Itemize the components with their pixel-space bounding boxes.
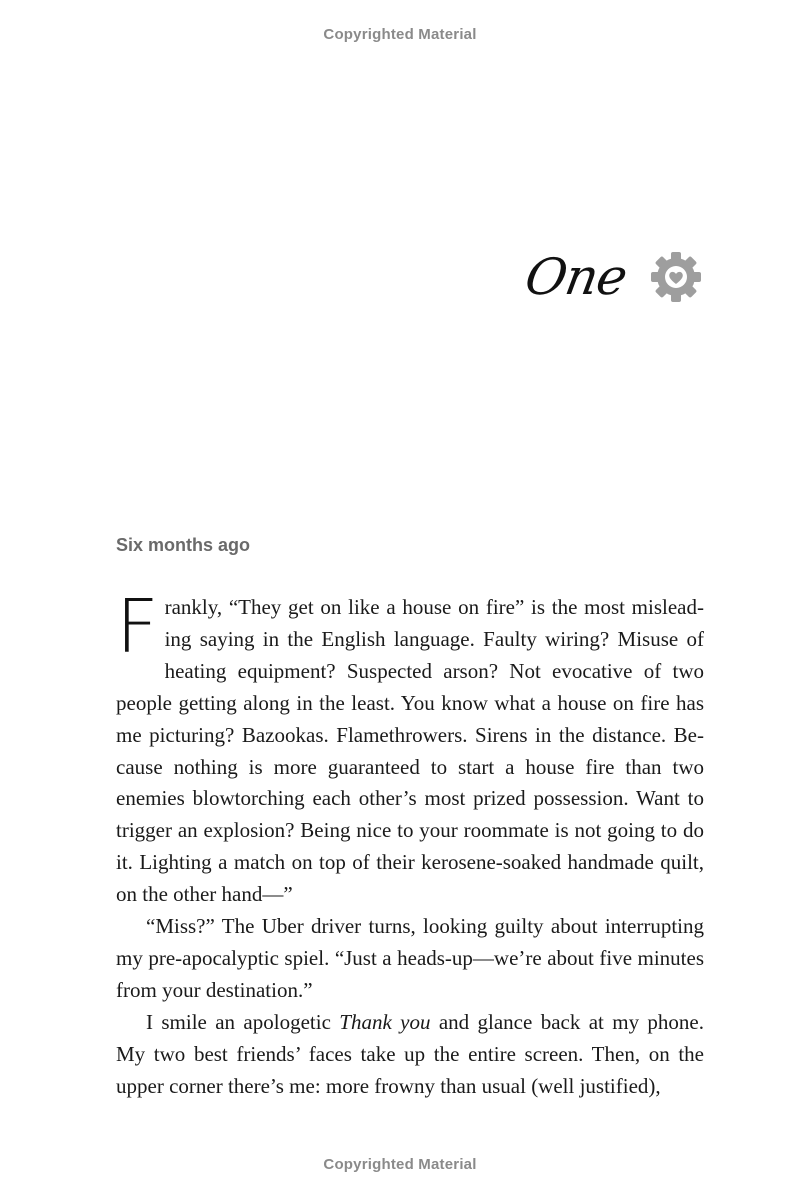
paragraph-1-text: rankly, “They get on like a house on fire” is the most misleading saying in the English language. Faulty wiring? Misuse of heating equipment? Suspected arson? Not evocative of two people getting along in the least. You know what a house on fire has me picturing? Bazookas. Flamethrowers. Sirens in the distance. Because nothing is more guaranteed to start a house fire than two enemies blowtorching each other’s most prized possession. Want to trigger an explosion? Being nice to your roommate is not going to do it. Lighting a match on top of their kerosene-soaked handmade quilt, on the other hand—”	[116, 595, 704, 907]
chapter-heading	[521, 248, 704, 306]
paragraph-3-text-a: I smile an apologetic	[146, 1009, 340, 1034]
body-text	[116, 584, 705, 1103]
paragraph-3-text-b: and glance back at my phone. My two best friends’ faces take up the entire screen. Then, on the upper corner there’s me: more frowny than usual (well justified),	[116, 1009, 705, 1098]
paragraph-1	[116, 584, 704, 911]
copyright-watermark-bottom: Copyrighted Material	[323, 1156, 477, 1173]
paragraph-3	[116, 1007, 704, 1103]
chapter-title: One	[521, 248, 632, 306]
paragraph-3-emphasis: Thank you	[339, 1009, 431, 1034]
copyright-watermark-top: Copyrighted Material	[323, 26, 477, 43]
gear-heart-icon	[648, 249, 704, 305]
section-subhead: Six months ago	[116, 535, 251, 555]
paragraph-2: “Miss?” The Uber driver turns, looking guilty about interrupting my pre-apocalyptic spiel. “Just a heads-up—we’re about five minutes from your destination.”	[116, 914, 704, 1002]
drop-cap: F	[116, 584, 159, 670]
